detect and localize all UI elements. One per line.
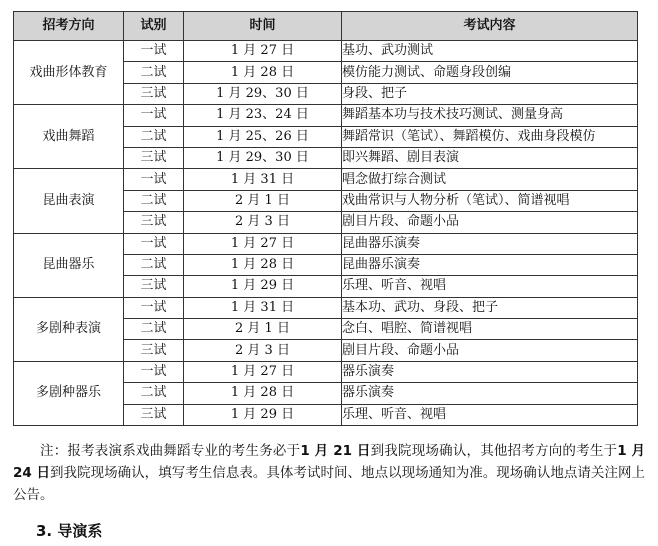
direction-cell: 多剧种表演 — [14, 297, 124, 361]
content-cell: 乐理、听音、视唱 — [342, 404, 638, 425]
content-cell: 乐理、听音、视唱 — [342, 276, 638, 297]
exam-schedule-table — [13, 11, 638, 426]
note-date-2: 1 月 24 日 — [13, 443, 646, 481]
content-cell: 剧目片段、命题小品 — [342, 212, 638, 233]
round-cell: 二试 — [124, 383, 184, 404]
table-header-row — [14, 12, 638, 41]
time-cell: 1 月 25、26 日 — [184, 126, 342, 147]
content-cell: 剧目片段、命题小品 — [342, 340, 638, 361]
content-cell: 器乐演奏 — [342, 361, 638, 382]
table-row — [14, 297, 638, 318]
time-cell: 1 月 27 日 — [184, 361, 342, 382]
note-text-2: 到我院现场确认，其他招考方向的考生于 — [370, 443, 618, 459]
time-cell: 1 月 28 日 — [184, 254, 342, 275]
round-cell: 一试 — [124, 105, 184, 126]
content-cell: 即兴舞蹈、剧目表演 — [342, 147, 638, 168]
time-cell: 2 月 1 日 — [184, 190, 342, 211]
time-cell: 1 月 28 日 — [184, 383, 342, 404]
content-cell: 基本功、武功、身段、把子 — [342, 297, 638, 318]
table-row — [14, 41, 638, 62]
round-cell: 一试 — [124, 297, 184, 318]
time-cell: 2 月 3 日 — [184, 212, 342, 233]
time-cell: 1 月 31 日 — [184, 297, 342, 318]
header-direction: 招考方向 — [14, 12, 124, 41]
direction-cell: 昆曲表演 — [14, 169, 124, 233]
note-date-1: 1 月 21 日 — [300, 443, 371, 459]
round-cell: 三试 — [124, 147, 184, 168]
time-cell: 2 月 3 日 — [184, 340, 342, 361]
content-cell: 昆曲器乐演奏 — [342, 254, 638, 275]
time-cell: 1 月 29 日 — [184, 404, 342, 425]
table-body — [14, 41, 638, 426]
round-cell: 一试 — [124, 169, 184, 190]
round-cell: 三试 — [124, 212, 184, 233]
time-cell: 1 月 29 日 — [184, 276, 342, 297]
note-text-3: 到我院现场确认，填写考生信息表。具体考试时间、地点以现场通知为准。现场确认地点请关注网上公告。 — [13, 465, 645, 503]
time-cell: 1 月 23、24 日 — [184, 105, 342, 126]
table-row — [14, 233, 638, 254]
content-cell: 念白、唱腔、简谱视唱 — [342, 319, 638, 340]
round-cell: 二试 — [124, 62, 184, 83]
time-cell: 1 月 29、30 日 — [184, 147, 342, 168]
direction-cell: 戏曲舞蹈 — [14, 105, 124, 169]
time-cell: 1 月 28 日 — [184, 62, 342, 83]
table-row — [14, 105, 638, 126]
round-cell: 三试 — [124, 340, 184, 361]
content-cell: 模仿能力测试、命题身段创编 — [342, 62, 638, 83]
time-cell: 1 月 27 日 — [184, 41, 342, 62]
time-cell: 1 月 31 日 — [184, 169, 342, 190]
content-cell: 舞蹈常识（笔试）、舞蹈模仿、戏曲身段模仿 — [342, 126, 638, 147]
time-cell: 2 月 1 日 — [184, 319, 342, 340]
round-cell: 三试 — [124, 404, 184, 425]
table-row — [14, 361, 638, 382]
section-title: 3. 导演系 — [36, 522, 103, 540]
table-row — [14, 169, 638, 190]
round-cell: 二试 — [124, 254, 184, 275]
header-time: 时间 — [184, 12, 342, 41]
round-cell: 一试 — [124, 361, 184, 382]
round-cell: 三试 — [124, 83, 184, 104]
content-cell: 舞蹈基本功与技术技巧测试、测量身高 — [342, 105, 638, 126]
header-round: 试别 — [124, 12, 184, 41]
note-text-1: 注：报考表演系戏曲舞蹈专业的考生务必于 — [40, 443, 301, 459]
content-cell: 唱念做打综合测试 — [342, 169, 638, 190]
round-cell: 三试 — [124, 276, 184, 297]
content-cell: 昆曲器乐演奏 — [342, 233, 638, 254]
content-cell: 器乐演奏 — [342, 383, 638, 404]
round-cell: 一试 — [124, 233, 184, 254]
round-cell: 一试 — [124, 41, 184, 62]
round-cell: 二试 — [124, 319, 184, 340]
direction-cell: 戏曲形体教育 — [14, 41, 124, 105]
round-cell: 二试 — [124, 190, 184, 211]
direction-cell: 多剧种器乐 — [14, 361, 124, 425]
direction-cell: 昆曲器乐 — [14, 233, 124, 297]
time-cell: 1 月 29、30 日 — [184, 83, 342, 104]
note-paragraph — [13, 440, 645, 506]
time-cell: 1 月 27 日 — [184, 233, 342, 254]
header-content: 考试内容 — [342, 12, 638, 41]
content-cell: 基功、武功测试 — [342, 41, 638, 62]
round-cell: 二试 — [124, 126, 184, 147]
content-cell: 身段、把子 — [342, 83, 638, 104]
content-cell: 戏曲常识与人物分析（笔试）、简谱视唱 — [342, 190, 638, 211]
